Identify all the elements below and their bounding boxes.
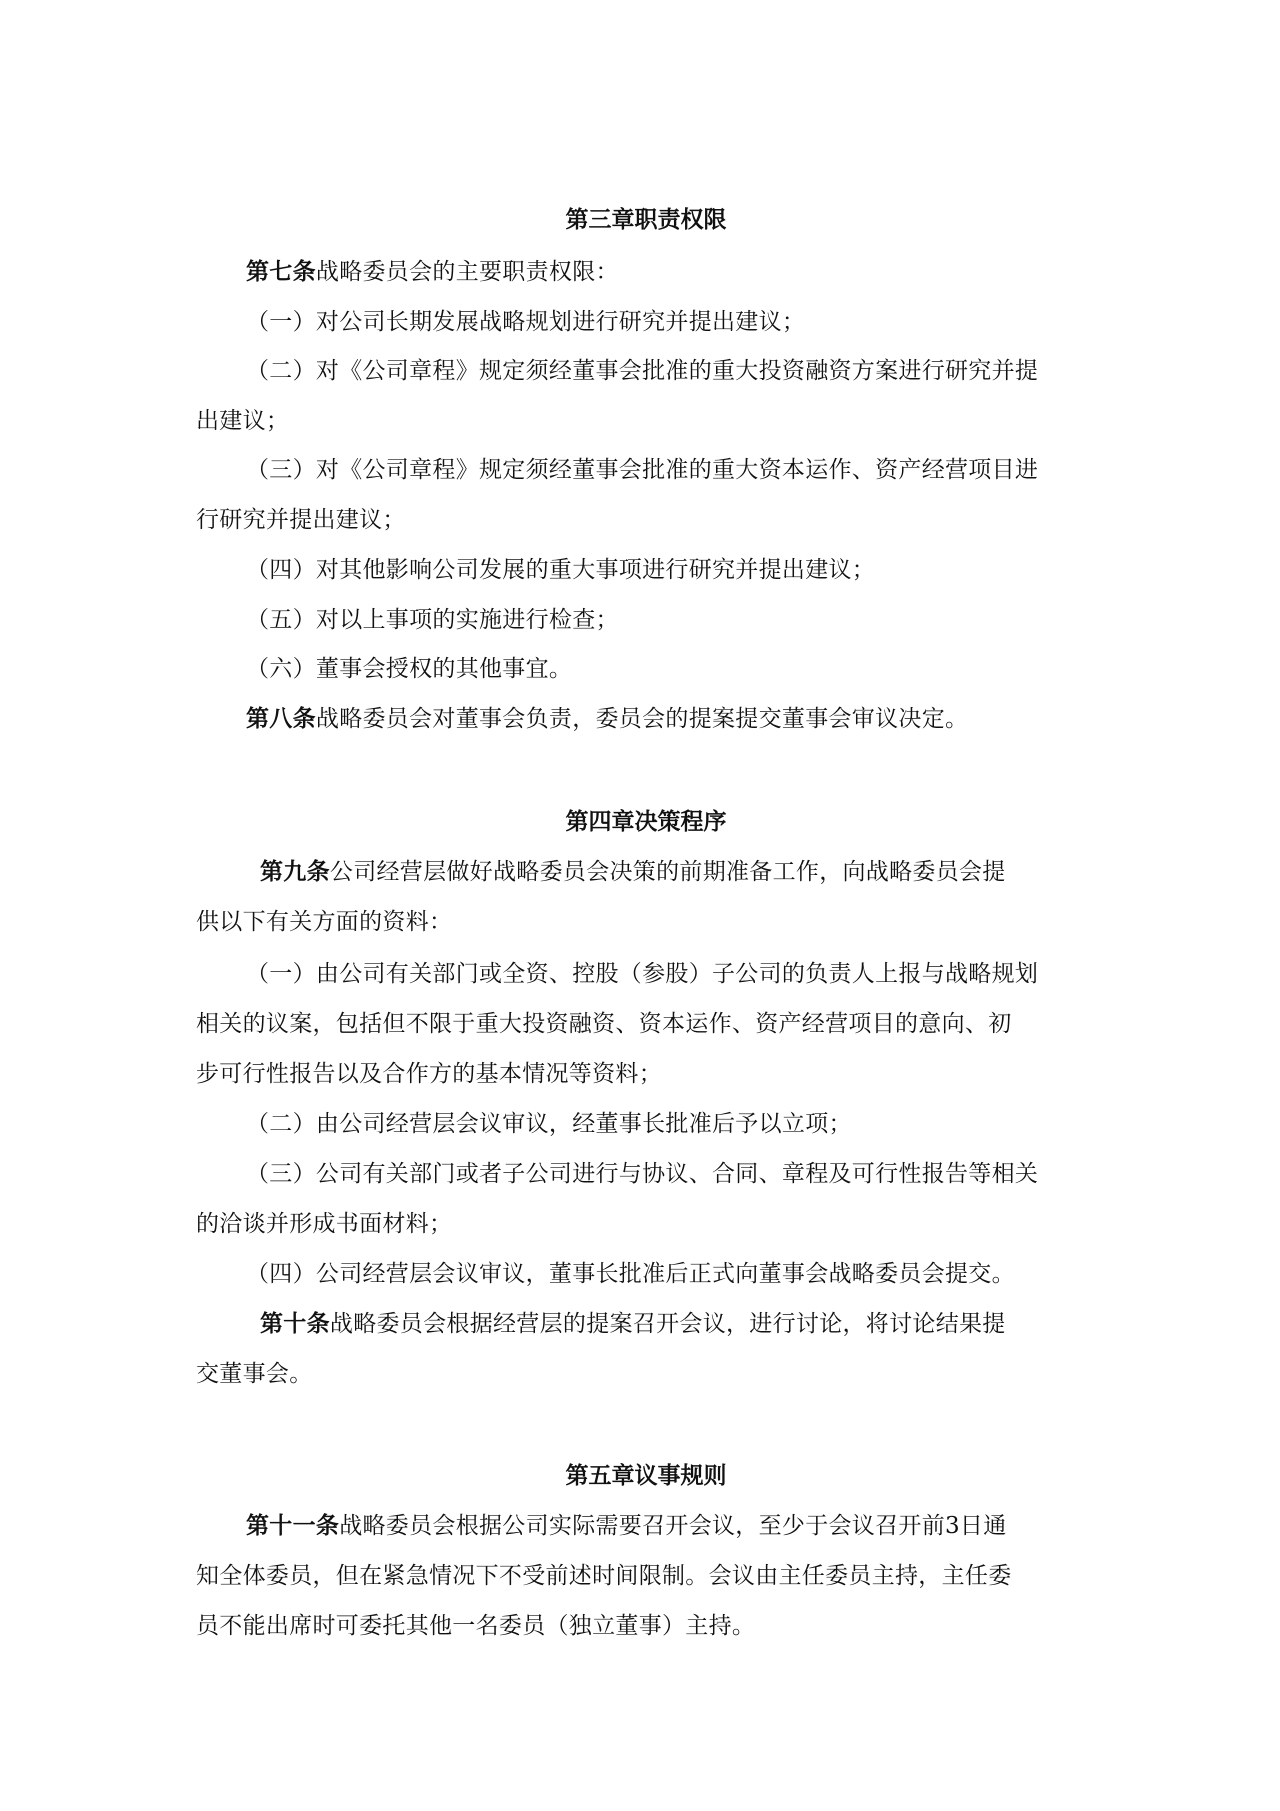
article-9-cont: 供以下有关方面的资料： [196,909,453,935]
article-9-label: 第九条 [260,859,330,885]
article-9 [260,858,1006,886]
ch3-item-2-cont: 出建议； [196,408,290,434]
article-10-label: 第十条 [260,1311,330,1337]
document-page [196,0,1096,1811]
article-10 [260,1310,1006,1338]
ch4-item-3: （三）公司有关部门或者子公司进行与协议、合同、章程及可行性报告等相关 [246,1161,1039,1187]
article-11-cont-1: 知全体委员，但在紧急情况下不受前述时间限制。会议由主任委员主持，主任委 [196,1563,1012,1589]
ch4-item-3-cont: 的洽谈并形成书面材料； [196,1211,453,1237]
article-8 [246,705,968,733]
ch4-item-1-cont-2: 步可行性报告以及合作方的基本情况等资料； [196,1061,662,1087]
article-10-text: 战略委员会根据经营层的提案召开会议，进行讨论，将讨论结果提 [329,1311,1006,1337]
article-7 [246,258,619,286]
chapter-4-title: 第四章决策程序 [565,809,727,835]
article-7-label: 第七条 [246,259,316,285]
article-11-cont-2: 员不能出席时可委托其他一名委员（独立董事）主持。 [196,1613,756,1639]
ch3-item-3-cont: 行研究并提出建议； [196,507,406,533]
ch3-item-3: （三）对《公司章程》规定须经董事会批准的重大资本运作、资产经营项目进 [246,457,1039,483]
ch3-item-5: （五）对以上事项的实施进行检查； [246,607,619,633]
ch4-item-2: （二）由公司经营层会议审议，经董事长批准后予以立项； [246,1111,852,1137]
article-11-label: 第十一条 [246,1513,340,1539]
ch3-item-1: （一）对公司长期发展战略规划进行研究并提出建议； [246,309,806,335]
article-8-text: 战略委员会对董事会负责，委员会的提案提交董事会审议决定。 [315,706,969,732]
ch3-item-6: （六）董事会授权的其他事宜。 [246,656,573,682]
ch4-item-4: （四）公司经营层会议审议，董事长批准后正式向董事会战略委员会提交。 [246,1261,1015,1287]
chapter-5-title: 第五章议事规则 [565,1463,727,1489]
article-9-text: 公司经营层做好战略委员会决策的前期准备工作，向战略委员会提 [329,859,1006,885]
article-10-cont: 交董事会。 [196,1361,313,1387]
ch3-item-4: （四）对其他影响公司发展的重大事项进行研究并提出建议； [246,557,876,583]
article-11 [246,1512,1007,1540]
ch4-item-1-cont-1: 相关的议案，包括但不限于重大投资融资、资本运作、资产经营项目的意向、初 [196,1011,1012,1037]
ch4-item-1: （一）由公司有关部门或全资、控股（参股）子公司的负责人上报与战略规划 [246,961,1039,987]
chapter-3-title: 第三章职责权限 [565,207,727,233]
article-11-text: 战略委员会根据公司实际需要召开会议，至少于会议召开前3日通 [339,1513,1007,1539]
article-8-label: 第八条 [246,706,316,732]
article-7-text: 战略委员会的主要职责权限： [315,259,619,285]
ch3-item-2: （二）对《公司章程》规定须经董事会批准的重大投资融资方案进行研究并提 [246,358,1039,384]
